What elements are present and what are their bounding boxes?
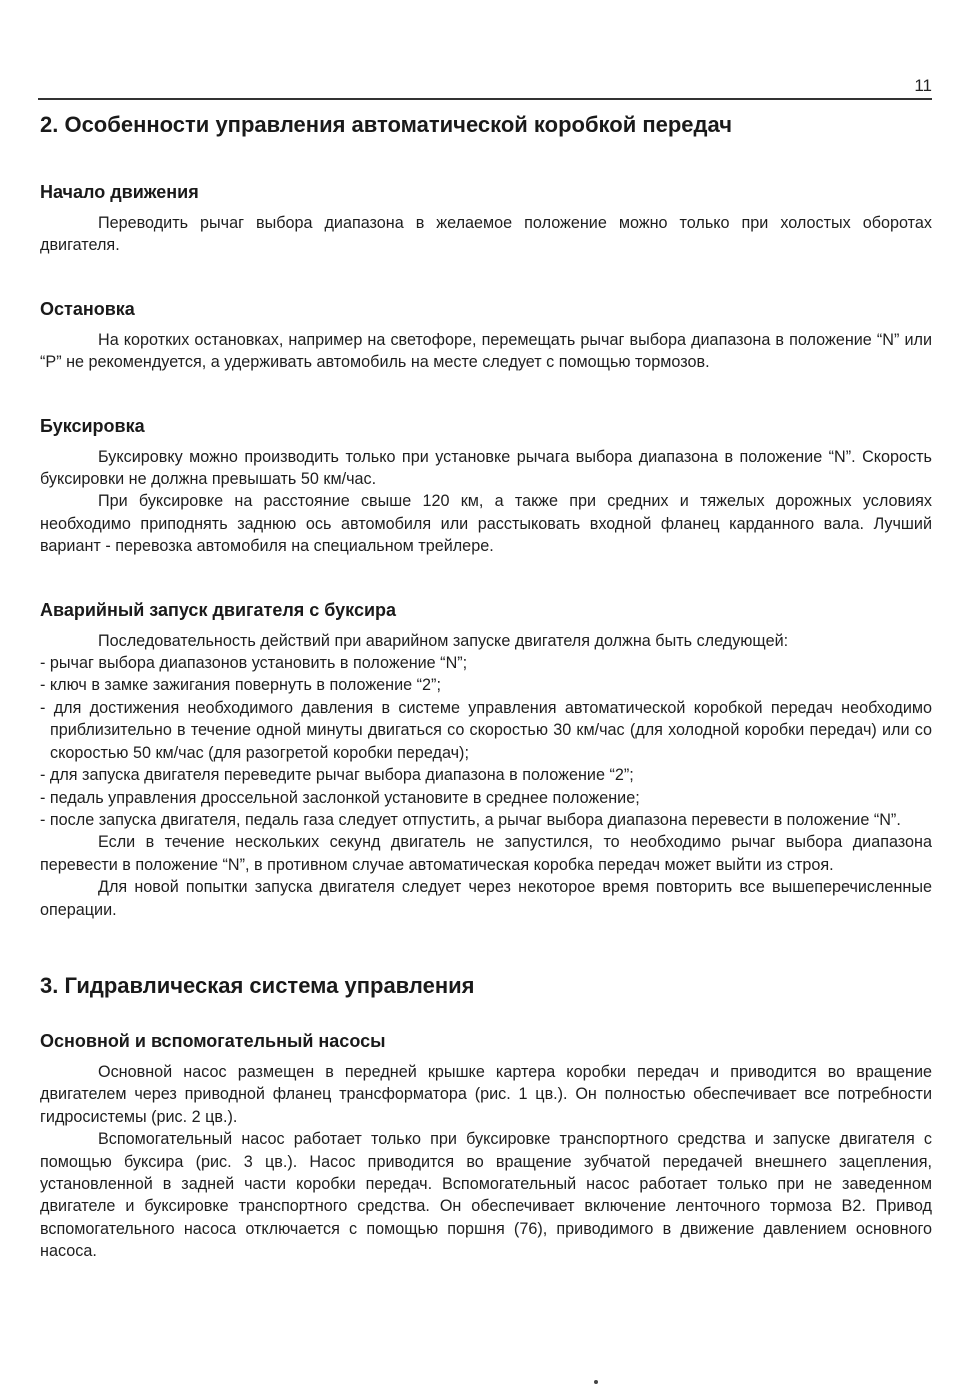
paragraph-emergency-intro: Последовательность действий при аварийном запуске двигателя должна быть следующей: [98, 631, 789, 650]
paragraph-towing-2: При буксировке на расстояние свыше 120 км, а также при средних и тяжелых дорожных условиях необходимо приподнять заднюю ось автомобиля или расстыковать входной фланец карданного вала. Лучший вариант - перевозка автомобиля на специальном трейлере. [40, 492, 932, 556]
emergency-steps-list [40, 652, 932, 831]
section-3-title: 3. Гидравлическая система управления [40, 972, 475, 998]
heading-stop: Остановка [40, 298, 135, 319]
header-rule [38, 98, 932, 100]
paragraph-pumps-2: Вспомогательный насос работает только при буксировке транспортного средства и запуске двигателя с помощью буксира (рис. 3 цв.). Насос приводится во вращение зубчатой передачей внешнего зацепления, установленной в задней части коробки передач. Вспомогательный насос работает только при не заведенном двигателе и буксировке транспортного средства. Он обеспечивает включение ленточного тормоза B2. Привод вспомогательного насоса отключается с помощью поршня (76), приводимого в движение давлением основного насоса. [40, 1130, 932, 1261]
list-item: - рычаг выбора диапазонов установить в положение “N”; [40, 652, 932, 674]
list-item: - для достижения необходимого давления в системе управления автоматической коробкой передач необходимо приблизительно в течение одной минуты двигаться со скоростью 30 км/час (для холодной коробки передач) или со скоростью 50 км/час (для разогретой коробки передач); [40, 697, 932, 764]
paragraph-emergency-3: Для новой попытки запуска двигателя следует через некоторое время повторить все вышеперечисленные операции. [40, 878, 932, 919]
scan-dot [594, 1380, 598, 1384]
paragraph-stop: На коротких остановках, например на светофоре, перемещать рычаг выбора диапазона в положение “N” или “P” не рекомендуется, а удерживать автомобиль на месте следует с помощью тормозов. [40, 330, 932, 372]
heading-start: Начало движения [40, 182, 199, 202]
list-item: - для запуска двигателя переведите рычаг выбора диапазона в положение “2”; [40, 764, 932, 786]
heading-towing: Буксировка [40, 415, 145, 436]
section-2-title: 2. Особенности управления автоматической коробкой передач [40, 112, 732, 137]
list-item: - после запуска двигателя, педаль газа следует отпустить, а рычаг выбора диапазона перевести в положение “N”. [40, 809, 932, 831]
list-item: - педаль управления дроссельной заслонкой установите в среднее положение; [40, 787, 932, 809]
paragraph-pumps-1: Основной насос размещен в передней крышке картера коробки передач и приводится во вращение двигателем через приводной фланец трансформатора (рис. 1 цв.). Он полностью обеспечивает все потребности гидросистемы (рис. 2 цв.). [40, 1062, 932, 1126]
page-content [40, 104, 932, 1263]
heading-pumps: Основной и вспомогательный насосы [40, 1030, 386, 1051]
heading-emergency-start: Аварийный запуск двигателя с буксира [40, 599, 397, 620]
paragraph-start: Переводить рычаг выбора диапазона в желаемое положение можно только при холостых оборотах двигателя. [40, 214, 932, 255]
paragraph-towing-1: Буксировку можно производить только при установке рычага выбора диапазона в положение “N”. Скорость буксировки не должна превышать 50 км/час. [40, 447, 932, 489]
list-item: - ключ в замке зажигания повернуть в положение “2”; [40, 674, 932, 696]
page-number: 11 [914, 76, 932, 95]
paragraph-emergency-2: Если в течение нескольких секунд двигатель не запустился, то необходимо рычаг выбора диапазона перевести в положение “N”, в противном случае автоматическая коробка передач может выйти из строя. [40, 833, 932, 874]
